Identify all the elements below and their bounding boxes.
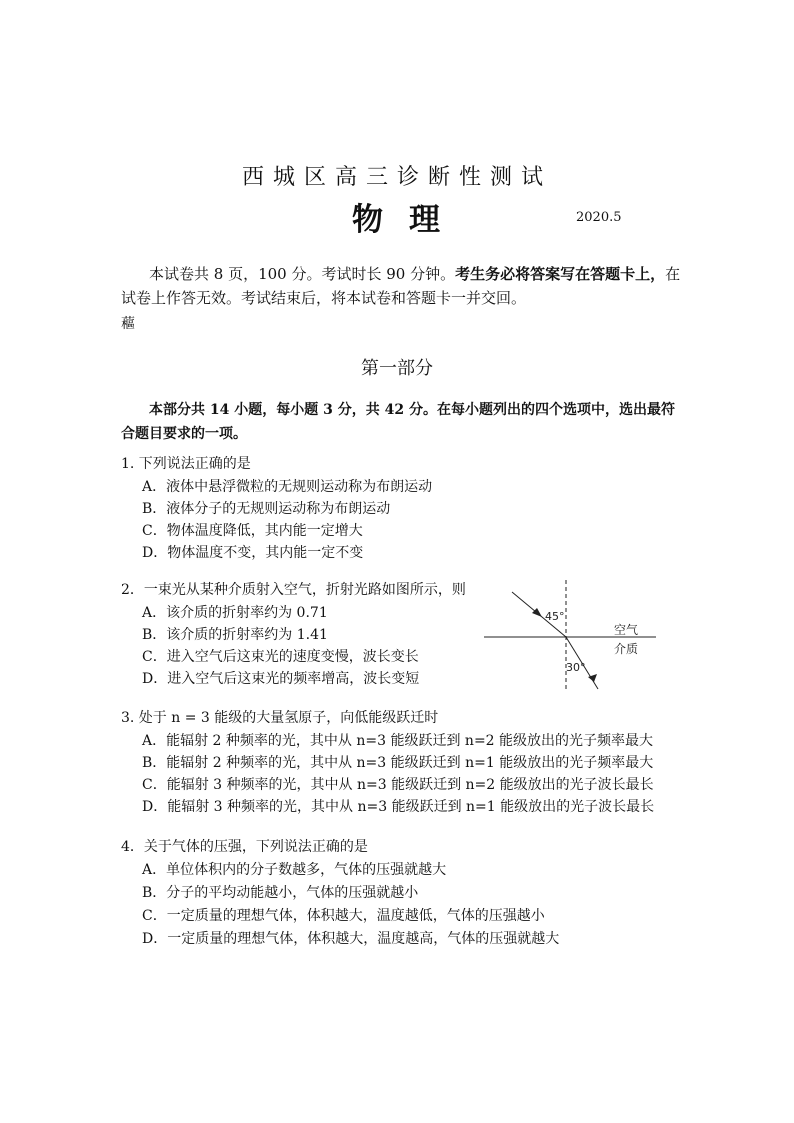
angle-bottom-label: 30° xyxy=(566,661,586,674)
refraction-diagram xyxy=(480,576,660,692)
instructions-regular: 本试卷共 8 页，100 分。考试时长 90 分钟。 xyxy=(149,265,456,283)
option-d: D．物体温度不变，其内能一定不变 xyxy=(142,545,364,561)
exam-title: 西城区高三诊断性测试 xyxy=(241,165,552,190)
part-description xyxy=(121,398,681,446)
option-a: A．单位体积内的分子数越多，气体的压强就越大 xyxy=(142,862,447,878)
angle-top-label: 45° xyxy=(545,610,565,623)
question-3 xyxy=(121,707,654,818)
option-b: B．能辐射 2 种频率的光，其中从 n=3 能级跃迁到 n=1 能级放出的光子频率最大 xyxy=(142,755,654,771)
option-c: C．进入空气后这束光的速度变慢，波长变长 xyxy=(142,649,419,665)
option-a: A．该介质的折射率约为 0.71 xyxy=(142,605,328,621)
option-d: D．能辐射 3 种频率的光，其中从 n=3 能级跃迁到 n=1 能级放出的光子波长最长 xyxy=(142,799,655,815)
option-c: C．物体温度降低，其内能一定增大 xyxy=(142,523,363,539)
option-c: C．一定质量的理想气体，体积越大，温度越低，气体的压强越小 xyxy=(142,908,545,924)
question-stem: 2．一束光从某种介质射入空气，折射光路如图所示，则 xyxy=(121,582,466,598)
part-desc-b: ，选出最符合题目要求的一项。 xyxy=(121,402,675,442)
option-d: D．进入空气后这束光的频率增高，波长变短 xyxy=(142,671,420,687)
air-label: 空气 xyxy=(614,623,639,637)
option-b: B．分子的平均动能越小，气体的压强就越小 xyxy=(142,885,419,901)
exam-date: 2020.5 xyxy=(576,210,622,225)
question-stem: 1. 下列说法正确的是 xyxy=(121,456,251,472)
option-b: B．该介质的折射率约为 1.41 xyxy=(142,627,328,643)
instructions-bold: 考生务必将答案写在答题卡上， xyxy=(455,265,666,283)
part-title: 第一部分 xyxy=(361,358,433,379)
instructions-tail: 在试卷上作答无效。考试结束后，将本试卷和答题卡一并交回。 xyxy=(121,265,681,307)
question-4 xyxy=(121,836,559,951)
medium-label: 介质 xyxy=(614,642,639,656)
question-1 xyxy=(121,453,432,564)
part-desc-a: 本部分共 14 小题，每小题 3 分，共 42 分。在每小题列出的 xyxy=(149,402,535,418)
part-desc-bold: 四个选项中 xyxy=(534,402,605,418)
question-2 xyxy=(121,579,466,690)
option-c: C．能辐射 3 种频率的光，其中从 n=3 能级跃迁到 n=2 能级放出的光子波长最长 xyxy=(142,777,654,793)
option-b: B．液体分子的无规则运动称为布朗运动 xyxy=(142,501,391,517)
question-stem: 4．关于气体的压强，下列说法正确的是 xyxy=(121,839,368,855)
option-d: D．一定质量的理想气体，体积越大，温度越高，气体的压强就越大 xyxy=(142,931,560,947)
subject-title: 物理 xyxy=(352,202,466,238)
exam-instructions xyxy=(121,262,681,310)
option-a: A．液体中悬浮微粒的无规则运动称为布朗运动 xyxy=(142,479,433,495)
stray-character: 藲 xyxy=(121,316,135,332)
option-a: A．能辐射 2 种频率的光，其中从 n=3 能级跃迁到 n=2 能级放出的光子频率最大 xyxy=(142,733,654,749)
question-stem: 3. 处于 n = 3 能级的大量氢原子，向低能级跃迁时 xyxy=(121,710,439,726)
